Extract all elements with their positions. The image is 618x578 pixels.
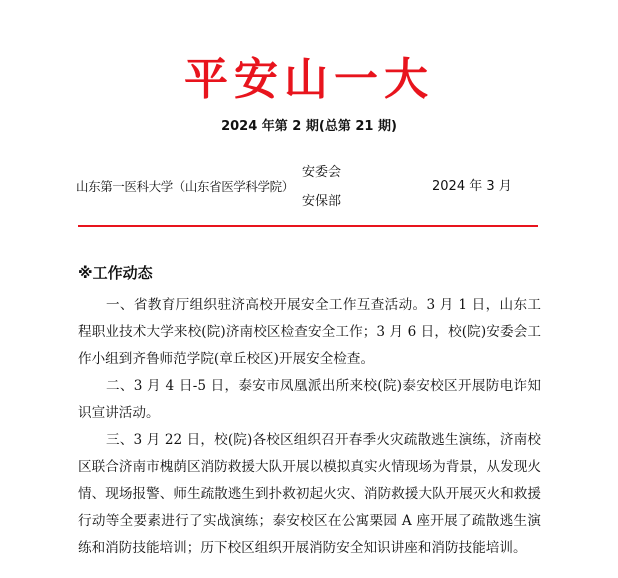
paragraph-1: 一、省教育厅组织驻济高校开展安全工作互查活动。3 月 1 日，山东工程职业技术大学来校(院)济南校区检查安全工作；3 月 6 日，校(院)安委会工作小组到齐鲁师范学院(章丘校区)开展安全检查。 xyxy=(78,297,541,367)
publish-date: 2024 年 3 月 xyxy=(432,179,512,194)
paragraph-3: 三、3 月 22 日，校(院)各校区组织召开春季火灾疏散逃生演练，济南校区联合济南市槐荫区消防救援大队开展以模拟真实火情现场为背景，从发现火情、现场报警、师生疏散逃生到扑救初起火灾、消防救援大队开展灭火和救援行动等全要素进行了实战演练；泰安校区在公寓栗园 A 座开展了疏散逃生演练和消防技能培训；历下校区组织开展消防安全知识讲座和消防技能培训。 xyxy=(78,432,541,556)
section-body xyxy=(78,292,541,562)
issue-number: 2024 年第 2 期(总第 21 期) xyxy=(221,119,397,134)
department-committee: 安委会 xyxy=(302,165,342,180)
department-security: 安保部 xyxy=(302,194,342,209)
header-divider xyxy=(78,225,538,227)
section-heading: ※工作动态 xyxy=(78,264,153,282)
publisher-name: 山东第一医科大学（山东省医学科学院） xyxy=(76,179,294,194)
paragraph-2: 二、3 月 4 日-5 日，泰安市凤凰派出所来校(院)泰安校区开展防电诈知识宣讲活动。 xyxy=(78,378,541,421)
masthead-title: 平安山一大 xyxy=(184,54,434,105)
